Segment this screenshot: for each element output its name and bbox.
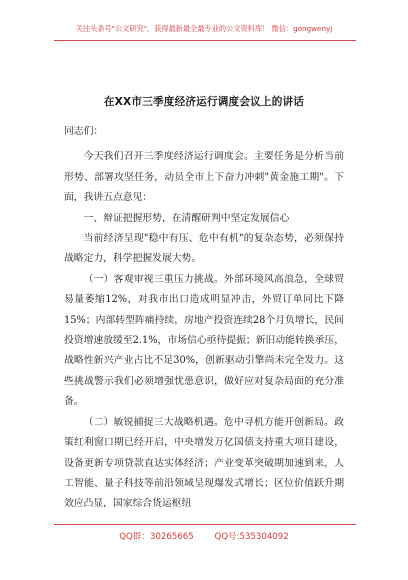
document-body [64,118,344,515]
footer-contact [0,530,408,542]
paragraph: （一）客观审视三重压力挑战。外部环境风高浪急，全球贸易量萎缩12%，对我市出口造成明显冲击，外贸订单同比下降15%；内部转型阵痛持续，房地产投资连续28个月负增长，民间投资增速放缓至2.1%，市场信心亟待提振；新旧动能转换承压，战略性新兴产业占比不足30%，创新驱动引擎尚未完全发力。这些挑战警示我们必须增强忧患意识，做好应对复杂局面的充分准备。 [64,273,344,408]
salutation: 同志们： [64,126,104,137]
qq-number-text: QQ号:535304092 [214,532,289,542]
paragraph: 今天我们召开三季度经济运行调度会。主要任务是分析当前形势、部署攻坚任务，动员全市上下奋力冲刺"黄金施工期"。下面，我讲五点意见： [64,151,344,204]
qq-group-text: QQ群：30265665 [119,532,194,542]
section-heading: 一、辩证把握形势，在清醒研判中坚定发展信心 [83,212,290,224]
footer-divider [54,524,356,525]
header-divider [54,40,356,41]
paragraph: 当前经济呈现"稳中有压、危中有机"的复杂态势，必须保持战略定力，科学把握发展大势。 [64,233,344,265]
document-title: 在XX市三季度经济运行调度会议上的讲话 [103,96,305,108]
header-banner: 关注头条号"公文研究"，获得最新最全最专业的公文资料库！ 微信：gongwenyj [75,24,333,33]
paragraph: （二）敏锐捕捉三大战略机遇。危中寻机方能开创新局。政策红利窗口期已经开启，中央增发万亿国债支持重大项目建设，设备更新专项贷款直达实体经济；产业变革突破期加速到来，人工智能、量子科技等前沿领域呈现爆发式增长；区位价值跃升期效应凸显，国家综合货运枢纽 [64,416,344,510]
